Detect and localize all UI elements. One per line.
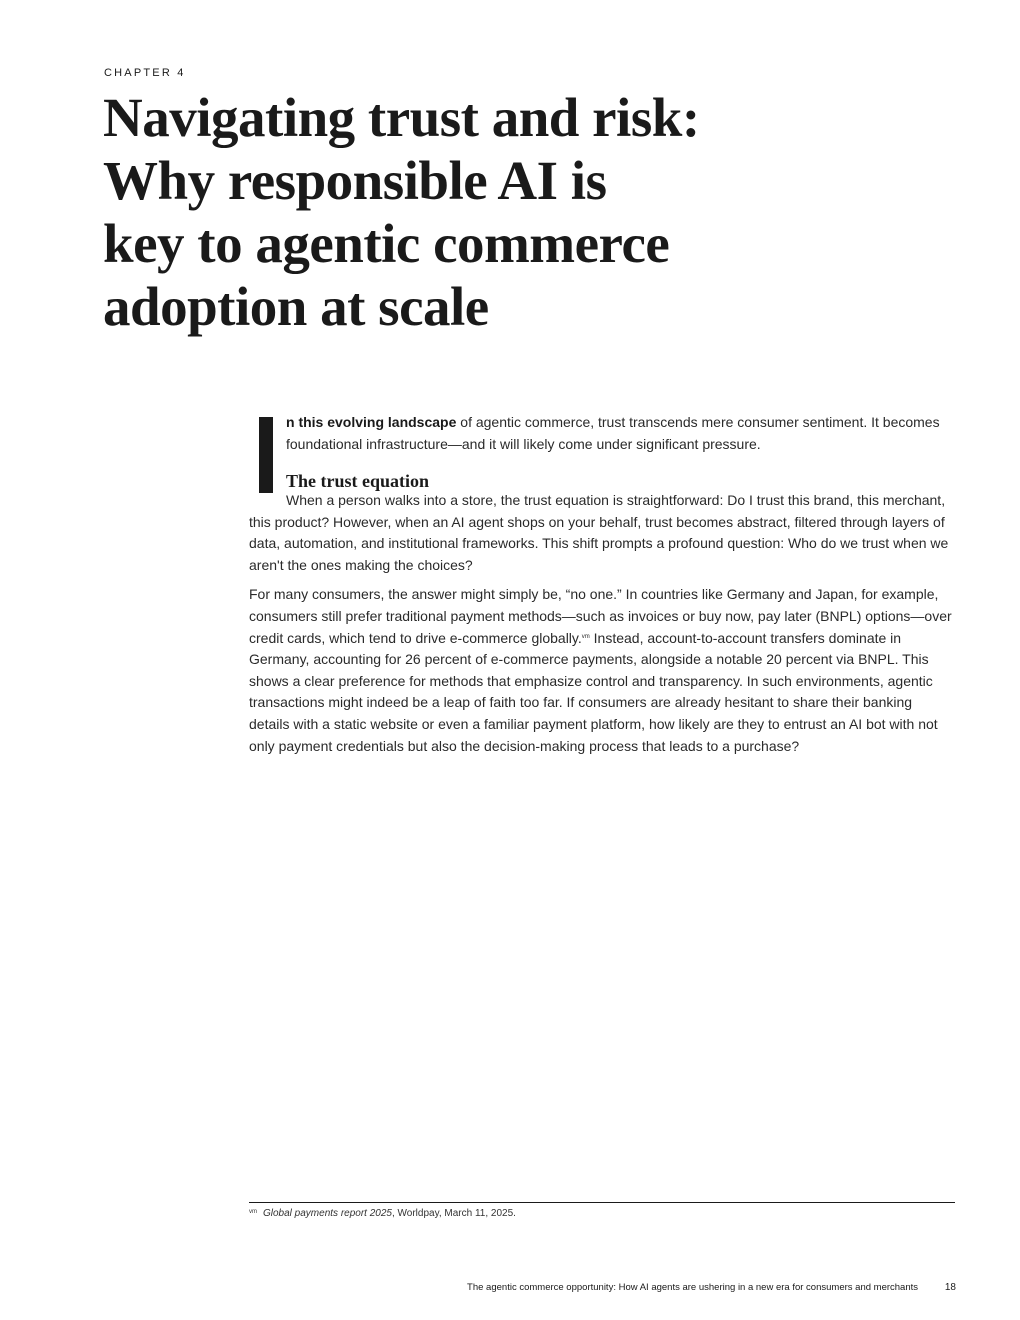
- body-paragraph: [249, 584, 955, 757]
- page-number: 18: [944, 1282, 956, 1293]
- paragraph-text: Instead, account-to-account transfers dominate in Germany, accounting for 26 percent of e-commerce payments, alongside a notable 20 percent via BNPL. This shows a clear preference for methods that emphasize control and transparency. In such environments, agentic transactions might indeed be a leap of faith too far. If consumers are already hesitant to share their banking details with a static website or even a familiar payment platform, how likely are they to entrust an AI bot with not only payment credentials but also the decision-making process that leads to a purchase?: [249, 629, 938, 754]
- footnote-source-title: Global payments report 2025: [263, 1208, 392, 1219]
- lead-emphasis: n this evolving landscape: [286, 414, 457, 430]
- drop-cap: [259, 417, 273, 493]
- title-line: adoption at scale: [103, 276, 489, 337]
- body-column: [249, 412, 955, 765]
- paragraph-text: For many consumers, the answer might simply be, “no one.” In countries like Germany and Japan, for example, consumers still prefer traditional payment methods—such as invoices or buy now, pay later (BNPL) options—over credit cards, which tend to drive e-commerce globally.: [249, 586, 952, 646]
- title-line: Why responsible AI is: [103, 150, 607, 211]
- footnote-reference[interactable]: vm: [581, 633, 590, 640]
- lead-text: of agentic commerce, trust transcends mere consumer sentiment. It becomes foundational infrastructure—and it will likely come under significant pressure.: [286, 414, 940, 452]
- footnote-divider: [249, 1202, 955, 1203]
- title-line: Navigating trust and risk:: [103, 87, 700, 148]
- body-paragraph: When a person walks into a store, the trust equation is straightforward: Do I trust this brand, this merchant, this product? However, when an AI agent shops on your behalf, trust becomes abstract, filtered through layers of data, automation, and institutional frameworks. This shift prompts a profound question: Who do we trust when we aren't the ones making the choices?: [249, 492, 949, 573]
- footnote: [249, 1206, 955, 1220]
- lead-block: [249, 412, 955, 496]
- page-title: [103, 86, 803, 338]
- section-heading: The trust equation: [286, 471, 430, 492]
- footnote-mark: vm: [249, 1209, 257, 1215]
- running-footer: The agentic commerce opportunity: How AI agents are ushering in a new era for consumers and merchants: [467, 1282, 918, 1293]
- lead-paragraph: [286, 412, 955, 455]
- title-line: key to agentic commerce: [103, 213, 670, 274]
- chapter-label: CHAPTER 4: [104, 67, 186, 79]
- footnote-source-detail: , Worldpay, March 11, 2025.: [391, 1208, 516, 1219]
